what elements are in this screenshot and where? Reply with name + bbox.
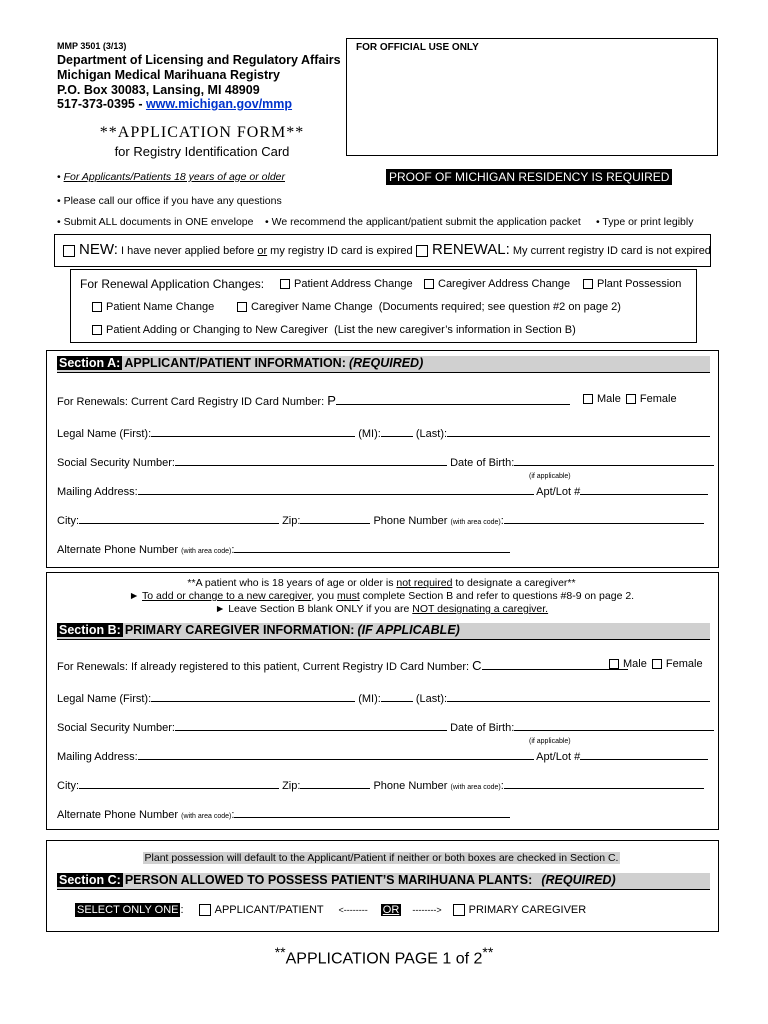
b-alt-phone-field[interactable] xyxy=(234,807,510,818)
official-use-label: FOR OFFICIAL USE ONLY xyxy=(356,42,479,53)
department-name: Department of Licensing and Regulatory Affairs xyxy=(57,53,341,67)
b-dob-field[interactable] xyxy=(514,720,714,731)
a-first-label: Legal Name (First): xyxy=(57,428,152,440)
b-alt-phone-area-note: (with area code) xyxy=(181,813,232,820)
adding-caregiver-label: Patient Adding or Changing to New Caregiver xyxy=(106,324,328,336)
b-apt-field[interactable] xyxy=(580,749,708,760)
a-female-checkbox[interactable] xyxy=(626,394,636,404)
b-zip-label: Zip: xyxy=(282,780,301,792)
caregiver-name-checkbox[interactable] xyxy=(237,302,247,312)
a-zip-label: Zip: xyxy=(282,515,301,527)
new-description: I have never applied before or my registry ID card is expired xyxy=(120,245,413,257)
a-city-label: City: xyxy=(57,515,79,527)
select-only-one-label: SELECT ONLY ONE xyxy=(77,904,179,916)
caregiver-name-label: Caregiver Name Change xyxy=(251,301,373,313)
or-label: OR xyxy=(382,904,400,916)
a-alt-phone-field[interactable] xyxy=(234,542,510,553)
a-apt-label: Apt/Lot # xyxy=(536,486,581,498)
a-renewal-id-prefix: P xyxy=(327,393,336,408)
a-apt-field[interactable] xyxy=(580,484,708,495)
adding-caregiver-note: (List the new caregiver’s information in Section B) xyxy=(334,324,576,336)
packet-text: We recommend the applicant/patient submit the application packet xyxy=(271,216,581,228)
b-male-checkbox[interactable] xyxy=(609,659,619,669)
renewal-checkbox[interactable] xyxy=(416,245,428,257)
section-c-required: (REQUIRED) xyxy=(541,873,616,887)
section-a-title: APPLICANT/PATIENT INFORMATION: xyxy=(124,356,346,370)
b-gender xyxy=(609,658,703,670)
website-link[interactable]: www.michigan.gov/mmp xyxy=(145,97,293,111)
b-mailing-label: Mailing Address: xyxy=(57,751,138,763)
a-mailing-field[interactable] xyxy=(138,484,534,495)
a-ssn-field[interactable] xyxy=(175,455,447,466)
a-mi-label: (MI): xyxy=(358,428,381,440)
section-a-required: (REQUIRED) xyxy=(348,356,424,370)
phone-number: 517-373-0395 - xyxy=(57,97,146,111)
a-city-row: City: Zip: Phone Number (with area code): xyxy=(57,513,704,527)
primary-caregiver-checkbox[interactable] xyxy=(453,904,465,916)
official-use-box xyxy=(346,38,718,156)
section-a-label: Section A: xyxy=(59,356,121,370)
b-city-field[interactable] xyxy=(79,778,279,789)
plant-possession-checkbox[interactable] xyxy=(583,279,593,289)
b-ssn-row xyxy=(57,720,714,734)
b-note-3: ► Leave Section B blank ONLY if you are NOT designating a caregiver. xyxy=(214,603,549,615)
caregiver-address-checkbox[interactable] xyxy=(424,279,434,289)
proof-residency-banner: PROOF OF MICHIGAN RESIDENCY IS REQUIRED xyxy=(386,169,672,185)
new-checkbox[interactable] xyxy=(63,245,75,257)
a-phone-field[interactable] xyxy=(504,513,704,524)
bullet-eligibility: • For Applicants/Patients 18 years of age or older xyxy=(57,171,285,183)
a-zip-field[interactable] xyxy=(300,513,370,524)
a-ssn-row xyxy=(57,455,714,469)
arrow-right: --------> xyxy=(412,905,442,915)
b-mi-field[interactable] xyxy=(381,691,413,702)
b-last-field[interactable] xyxy=(447,691,710,702)
section-c-options: SELECT ONLY ONE : APPLICANT/PATIENT <-------- OR --------> PRIMARY CAREGIVER xyxy=(77,904,587,916)
b-first-field[interactable] xyxy=(151,691,355,702)
b-city-label: City: xyxy=(57,780,79,792)
b-alt-phone-row: Alternate Phone Number (with area code): xyxy=(57,807,510,821)
page-indicator: APPLICATION PAGE 1 of 2 xyxy=(285,950,483,968)
b-note-2: ► To add or change to a new caregiver, you must complete Section B and refer to questions #8-9 on page 2. xyxy=(128,590,635,602)
questions-text: Please call our office if you have any questions xyxy=(63,195,282,207)
b-mailing-row xyxy=(57,749,708,763)
a-female-label: Female xyxy=(639,393,677,405)
b-mailing-field[interactable] xyxy=(138,749,534,760)
b-city-row: City: Zip: Phone Number (with area code): xyxy=(57,778,704,792)
adding-caregiver-checkbox[interactable] xyxy=(92,325,102,335)
a-mi-field[interactable] xyxy=(381,426,413,437)
a-male-label: Male xyxy=(597,393,621,405)
b-female-label: Female xyxy=(665,658,703,670)
registry-name: Michigan Medical Marihuana Registry xyxy=(57,68,280,82)
b-renewal-id-prefix: C xyxy=(472,658,482,673)
section-b-required: (IF APPLICABLE) xyxy=(357,623,460,637)
patient-name-label: Patient Name Change xyxy=(106,301,215,313)
bullet-packet: • We recommend the applicant/patient submit the application packet xyxy=(265,216,581,228)
arrow-left: <-------- xyxy=(338,905,368,915)
b-first-label: Legal Name (First): xyxy=(57,693,152,705)
section-c-title: PERSON ALLOWED TO POSSESS PATIENT’S MARIHUANA PLANTS: xyxy=(124,873,533,887)
documents-note: (Documents required; see question #2 on page 2) xyxy=(378,301,621,313)
b-if-applicable: (if applicable) xyxy=(529,738,571,745)
primary-caregiver-label: PRIMARY CAREGIVER xyxy=(468,904,587,916)
b-dob-label: Date of Birth: xyxy=(450,722,515,734)
a-alt-phone-label: Alternate Phone Number xyxy=(57,544,179,556)
a-last-label: (Last): xyxy=(415,428,448,440)
b-renewal-id-row xyxy=(57,658,628,673)
b-ssn-field[interactable] xyxy=(175,720,447,731)
b-renewal-id-label: For Renewals: If already registered to this patient, Current Registry ID Card Number: xyxy=(57,661,470,673)
section-b-header xyxy=(57,623,710,640)
page-footer: **APPLICATION PAGE 1 of 2** xyxy=(274,944,494,968)
a-city-field[interactable] xyxy=(79,513,279,524)
form-number: MMP 3501 (3/13) xyxy=(57,41,127,51)
b-ssn-label: Social Security Number: xyxy=(57,722,175,734)
applicant-patient-checkbox[interactable] xyxy=(199,904,211,916)
a-renewal-id-label: For Renewals: Current Card Registry ID Card Number: xyxy=(57,396,325,408)
section-a-header xyxy=(57,356,710,373)
caregiver-address-label: Caregiver Address Change xyxy=(438,278,571,290)
a-legal-name-row xyxy=(57,426,710,440)
bullet-legibly: • Type or print legibly xyxy=(596,216,694,228)
b-male-label: Male xyxy=(623,658,647,670)
a-male-checkbox[interactable] xyxy=(583,394,593,404)
b-note-1: **A patient who is 18 years of age or older is not required to designate a caregiver** xyxy=(187,577,576,589)
b-phone-area-note: (with area code) xyxy=(450,784,501,791)
b-zip-field[interactable] xyxy=(300,778,370,789)
a-mailing-label: Mailing Address: xyxy=(57,486,138,498)
a-alt-phone-row: Alternate Phone Number (with area code): xyxy=(57,542,510,556)
section-c-note: Plant possession will default to the Applicant/Patient if neither or both boxes are checked in Section C. xyxy=(144,852,619,864)
a-alt-phone-area-note: (with area code) xyxy=(181,548,232,555)
application-type-box xyxy=(54,234,711,267)
patient-address-checkbox[interactable] xyxy=(280,279,290,289)
b-phone-label: Phone Number xyxy=(373,780,448,792)
a-last-field[interactable] xyxy=(447,426,710,437)
b-renewal-id-field[interactable] xyxy=(482,659,628,670)
patient-name-checkbox[interactable] xyxy=(92,302,102,312)
b-apt-label: Apt/Lot # xyxy=(536,751,581,763)
applicant-patient-label: APPLICANT/PATIENT xyxy=(214,904,324,916)
contact-line xyxy=(57,97,292,111)
b-legal-name-row xyxy=(57,691,710,705)
a-phone-area-note: (with area code) xyxy=(450,519,501,526)
form-title: **APPLICATION FORM** xyxy=(99,124,305,141)
mailing-address: P.O. Box 30083, Lansing, MI 48909 xyxy=(57,83,260,97)
plant-possession-label: Plant Possession xyxy=(597,278,682,290)
a-gender xyxy=(583,393,677,405)
renewal-description: My current registry ID card is not expired xyxy=(512,245,711,257)
section-b-title: PRIMARY CAREGIVER INFORMATION: xyxy=(124,623,355,637)
new-label: NEW: xyxy=(79,241,118,258)
a-mailing-row xyxy=(57,484,708,498)
legibly-text: Type or print legibly xyxy=(602,216,694,228)
renewal-label: RENEWAL: xyxy=(432,241,510,258)
section-c-label: Section C: xyxy=(59,873,121,887)
b-alt-phone-label: Alternate Phone Number xyxy=(57,809,179,821)
a-first-field[interactable] xyxy=(151,426,355,437)
form-subtitle: for Registry Identification Card xyxy=(114,144,290,159)
a-phone-label: Phone Number xyxy=(373,515,448,527)
section-b-label: Section B: xyxy=(59,623,121,637)
b-last-label: (Last): xyxy=(415,693,448,705)
bullet-questions: • Please call our office if you have any questions xyxy=(57,195,282,207)
a-dob-label: Date of Birth: xyxy=(450,457,515,469)
bullet-submit: • Submit ALL documents in ONE envelope xyxy=(57,216,254,228)
patient-address-label: Patient Address Change xyxy=(294,278,413,290)
b-female-checkbox[interactable] xyxy=(652,659,662,669)
b-mi-label: (MI): xyxy=(358,693,381,705)
a-renewal-id-row xyxy=(57,393,570,408)
a-renewal-id-field[interactable] xyxy=(336,394,570,405)
submit-text: Submit ALL documents in ONE envelope xyxy=(63,216,254,228)
section-c-header xyxy=(57,873,710,890)
renewal-changes-label: For Renewal Application Changes: xyxy=(80,277,265,291)
renewal-changes-box xyxy=(70,269,697,343)
a-dob-field[interactable] xyxy=(514,455,714,466)
b-phone-field[interactable] xyxy=(504,778,704,789)
a-ssn-label: Social Security Number: xyxy=(57,457,175,469)
a-if-applicable: (if applicable) xyxy=(529,473,571,480)
eligibility-text: For Applicants/Patients 18 years of age or older xyxy=(63,171,285,183)
